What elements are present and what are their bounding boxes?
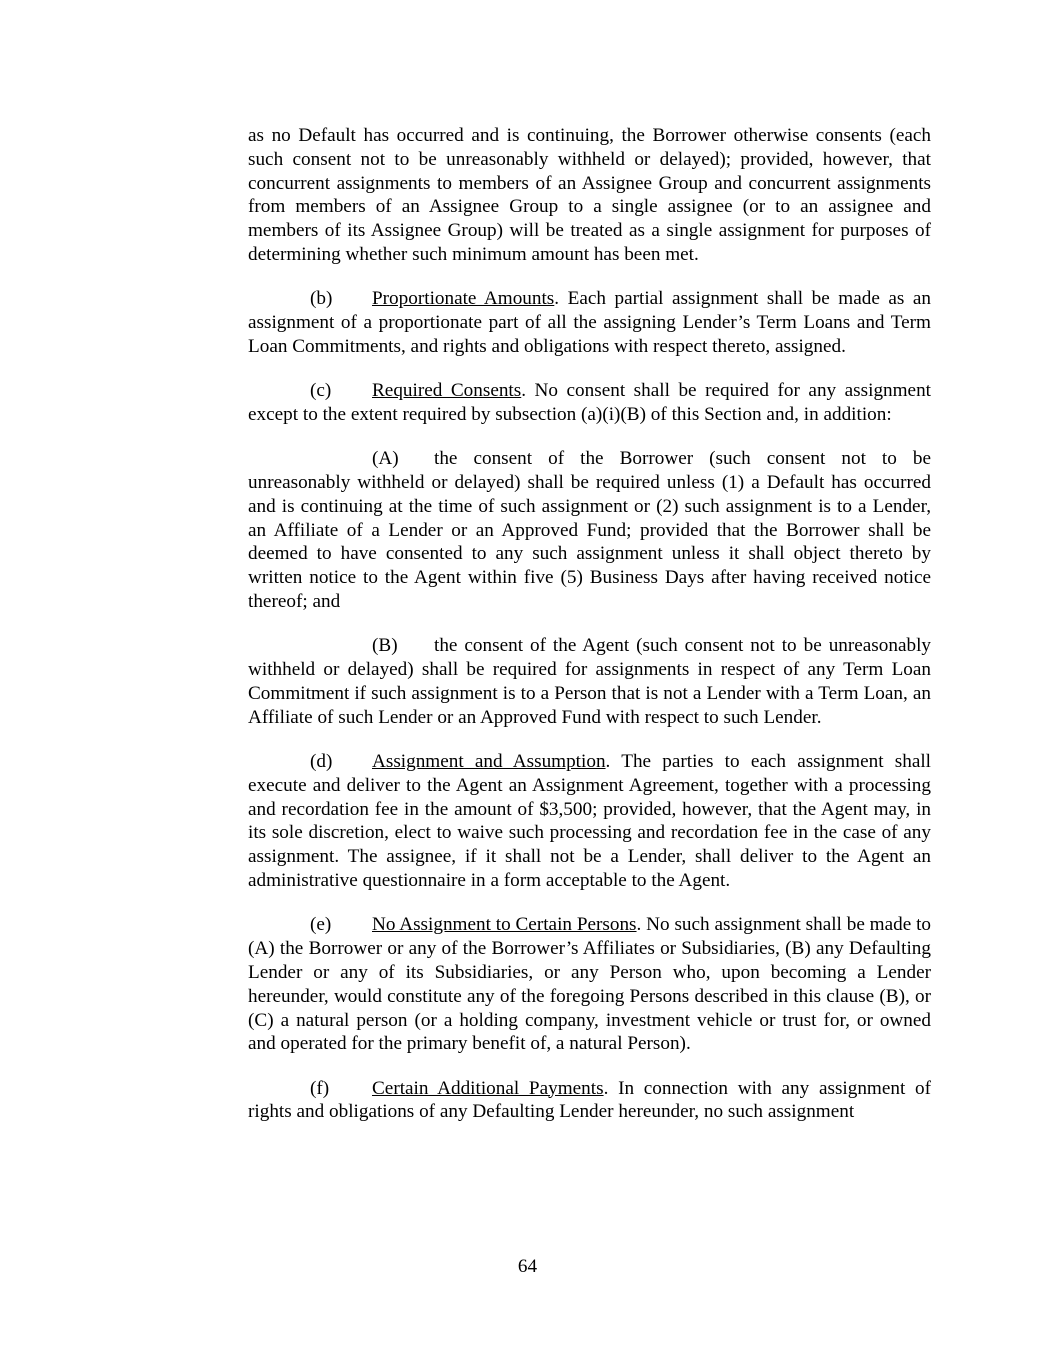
paragraph-text: as no Default has occurred and is continuing, the Borrower otherwise consents (each such consent not to be unreasonably withheld or delayed); provided, however, that concurrent assignments to members of an Assignee Group and concurrent assignments from members of an Assignee Group to a single assignee (or to an assignee and members of its Assignee Group) will be treated as a single assignment for purposes of determining whether such minimum amount has been met. (248, 125, 931, 265)
paragraph-b (248, 287, 931, 358)
paragraph-label: (d) (310, 751, 333, 773)
subparagraph-c-A (248, 447, 931, 614)
paragraph-label: (b) (310, 288, 333, 310)
paragraph-label: (e) (310, 914, 332, 936)
paragraph-label: (c) (310, 380, 332, 402)
continuation-paragraph (248, 124, 931, 267)
paragraph-heading: Assignment and Assumption (372, 751, 606, 773)
paragraph-text: . No such assignment shall be made to (A) the Borrower or any of the Borrower’s Affiliates or Subsidiaries, (B) any Defaulting Lender or any of its Subsidiaries, or any Person who, upon becoming a Lender hereunder, would constitute any of the foregoing Persons described in this clause (B), or (C) a natural person (or a holding company, investment vehicle or trust for, or owned and operated for the primary benefit of, a natural Person). (248, 914, 931, 1055)
paragraph-label: (f) (310, 1077, 330, 1099)
paragraph-text: the consent of the Borrower (such consent not to be unreasonably withheld or delayed) shall be required unless (1) a Default has occurred and is continuing at the time of such assignment or (2) such assignment is to a Lender, an Affiliate of a Lender or an Approved Fund; provided that the Borrower shall be deemed to have consented to any such assignment unless it shall object thereto by written notice to the Agent within five (5) Business Days after having received notice thereof; and (248, 448, 931, 613)
paragraph-text: the consent of the Agent (such consent not to be unreasonably withheld or delayed) shall be required for assignments in respect of any Term Loan Commitment if such assignment is to a Person that is not a Lender with a Term Loan, an Affiliate of such Lender or an Approved Fund with respect to such Lender. (248, 635, 931, 728)
paragraph-d (248, 750, 931, 893)
paragraph-text: . The parties to each assignment shall execute and deliver to the Agent an Assignment Agreement, together with a processing and recordation fee in the amount of $3,500; provided, however, that the Agent may, in its sole discretion, elect to waive such processing and recordation fee in the case of any assignment. The assignee, if it shall not be a Lender, shall deliver to the Agent an administrative questionnaire in a form acceptable to the Agent. (248, 751, 931, 892)
document-body (248, 124, 931, 1145)
paragraph-text: . In connection with any assignment of rights and obligations of any Defaulting Lender hereunder, no such assignment (248, 1077, 932, 1123)
paragraph-label: (B) (372, 635, 398, 657)
paragraph-text: . No consent shall be required for any assignment except to the extent required by subsection (a)(i)(B) of this Section and, in addition: (248, 380, 931, 425)
paragraph-e (248, 913, 931, 1056)
paragraph-text: . Each partial assignment shall be made as an assignment of a proportionate part of all the assigning Lender’s Term Loans and Term Loan Commitments, and rights and obligations with respect thereto, assigned. (248, 288, 931, 357)
paragraph-heading: Required Consents (372, 380, 522, 402)
paragraph-heading: Certain Additional Payments (372, 1077, 604, 1099)
paragraph-label: (A) (372, 448, 399, 470)
paragraph-f (248, 1077, 931, 1125)
paragraph-heading: No Assignment to Certain Persons (372, 914, 637, 936)
paragraph-c (248, 379, 931, 427)
paragraph-heading: Proportionate Amounts (372, 288, 555, 310)
subparagraph-c-B (248, 634, 931, 729)
page-number: 64 (517, 1256, 538, 1277)
